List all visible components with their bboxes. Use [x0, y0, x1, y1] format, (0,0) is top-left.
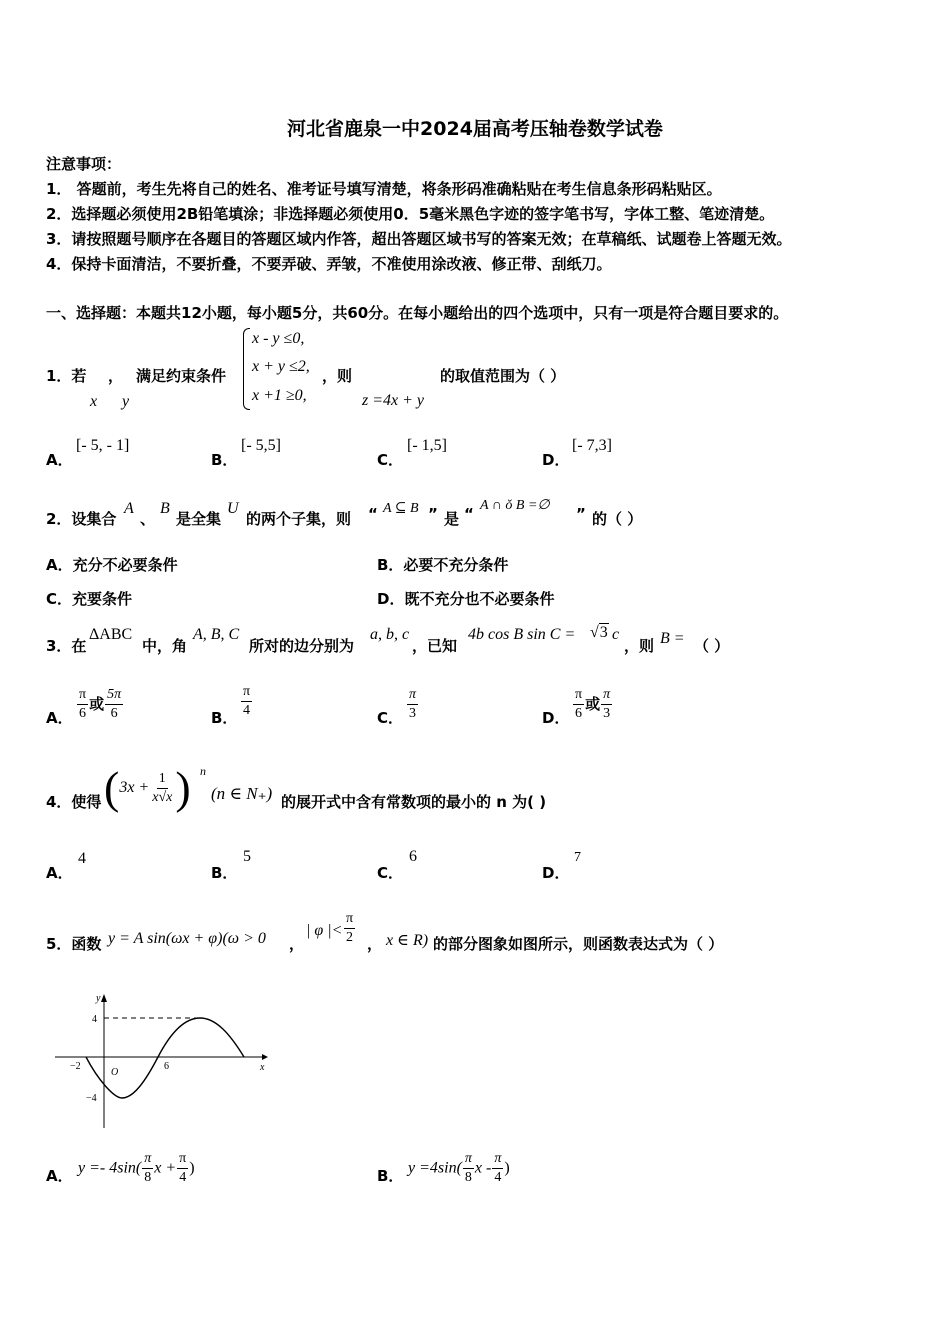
q1-text-5: 的取值范围为（ ）: [440, 367, 566, 385]
q4-expression: (3x + $\frac{1}{x√x}$ ): [104, 762, 191, 813]
graph-x-label: x: [260, 1062, 265, 1073]
q3-option-d-frac-2: $\frac{\pi}{3}$: [603, 687, 611, 721]
q4-text-2: 的展开式中含有常数项的最小的 n 为( ): [281, 793, 547, 811]
q5-comma-2: ，: [367, 935, 383, 953]
q3-text-6: （ ）: [694, 637, 730, 655]
q5-option-b[interactable]: y =4sin( $\frac{\pi}{8}$ x - $\frac{\pi}{4}$ ): [408, 1151, 510, 1185]
q4-option-a-label[interactable]: A．: [46, 864, 73, 882]
graph-origin-label: O: [111, 1067, 119, 1078]
graph-tick-x-left: −2: [70, 1061, 81, 1072]
graph-x-arrow: [262, 1054, 268, 1060]
q1-text-1: 1．若: [46, 367, 87, 385]
q3-option-c-frac: $\frac{\pi}{3}$: [409, 687, 417, 721]
q1-constraint-2: x + y ≤2,: [252, 358, 310, 375]
q4-text-1: 4．使得: [46, 793, 102, 811]
graph-tick-y-min: −4: [86, 1093, 97, 1104]
notice-heading: 注意事项：: [46, 155, 122, 173]
q4-option-d-label[interactable]: D．: [542, 864, 570, 882]
q1-option-a-label[interactable]: A．: [46, 451, 73, 469]
q1-system-brace: [243, 328, 250, 410]
q3-option-d-or: 或: [585, 695, 601, 713]
q1-option-d-label[interactable]: D．: [542, 451, 570, 469]
q4-condition: (n ∈ N₊): [211, 784, 273, 803]
q4-option-c[interactable]: 6: [409, 848, 417, 865]
q4-exponent: n: [200, 764, 206, 778]
q1-var-x: x: [90, 393, 98, 410]
q3-option-a[interactable]: [76, 688, 124, 721]
q3-text-5: ，则: [624, 637, 655, 655]
q2-text-4: 是: [444, 510, 460, 528]
q3-radicand: 3: [599, 624, 608, 641]
sine-graph: [50, 990, 270, 1130]
q3-option-d-frac-1: $\frac{\pi}{6}$: [575, 687, 583, 721]
q3-option-b-label[interactable]: B．: [211, 709, 238, 727]
q2-condition-1: A ⊆ B: [383, 501, 419, 516]
q1-option-a[interactable]: [- 5, - 1]: [76, 437, 130, 454]
q1-constraint-3: x +1 ≥0,: [252, 387, 307, 404]
q2-condition-2: A ∩ ǒ B =∅: [480, 498, 550, 513]
q3-option-d[interactable]: [572, 688, 613, 721]
q2-text-2: 是全集: [176, 510, 222, 528]
q1-option-d[interactable]: [- 7,3]: [572, 437, 612, 454]
q3-option-c[interactable]: [406, 688, 419, 721]
q3-text-2: 中，角: [142, 637, 188, 655]
q2-option-d[interactable]: D．既不充分也不必要条件: [377, 590, 555, 608]
q5-domain: x ∈ R): [386, 932, 429, 949]
q5-function: y = A sin(ωx + φ)(ω > 0: [108, 930, 266, 947]
q4-option-d[interactable]: 7: [574, 850, 581, 865]
q1-text-4: ，则: [322, 367, 353, 385]
graph-y-arrow: [101, 994, 107, 1002]
q1-option-c[interactable]: [- 1,5]: [407, 437, 447, 454]
q3-option-b[interactable]: [240, 685, 253, 718]
q3-sqrt: √3: [590, 624, 608, 641]
q1-option-c-label[interactable]: C．: [377, 451, 404, 469]
q5-option-b-label[interactable]: B．: [377, 1167, 404, 1185]
q4-option-b[interactable]: 5: [243, 848, 251, 865]
q2-set-a: A: [124, 500, 134, 517]
notice-item-1: 1． 答题前，考生先将自己的姓名、准考证号填写清楚，将条形码准确粘贴在考生信息条形码粘贴区。: [46, 180, 722, 198]
q2-open-quote-2: “: [464, 505, 474, 523]
page-title: 河北省鹿泉一中2024届高考压轴卷数学试卷: [287, 118, 663, 140]
q3-option-b-frac: $\frac{\pi}{4}$: [243, 684, 251, 718]
q4-option-c-label[interactable]: C．: [377, 864, 404, 882]
q5-option-a[interactable]: y =- 4sin( $\frac{\pi}{8}$ x + $\frac{\pi}{4}$ ): [78, 1151, 195, 1185]
q2-option-a[interactable]: A．充分不必要条件: [46, 556, 178, 574]
q1-constraint-1: x - y ≤0,: [252, 330, 305, 347]
q3-angle-b: B =: [660, 630, 685, 647]
q3-sides: a, b, c: [370, 626, 410, 643]
q3-equation: 4b cos B sin C =: [468, 626, 576, 643]
q2-text-3: 的两个子集，则: [246, 510, 352, 528]
q2-text-5: 的（ ）: [592, 510, 643, 528]
notice-item-4: 4．保持卡面清洁，不要折叠，不要弄破、弄皱，不准使用涂改液、修正带、刮纸刀。: [46, 255, 612, 273]
q3-text-3: 所对的边分别为: [249, 637, 355, 655]
q1-option-b[interactable]: [- 5,5]: [241, 437, 281, 454]
q3-text-4: ，已知: [412, 637, 458, 655]
q2-close-quote-2: ”: [576, 505, 586, 523]
notice-item-2: 2．选择题必须使用2B铅笔填涂；非选择题必须使用0．5毫米黑色字迹的签字笔书写，字体工整、笔迹清楚。: [46, 205, 775, 223]
q5-comma: ，: [289, 935, 305, 953]
q3-text-1: 3．在: [46, 637, 87, 655]
graph-tick-x-mid: 6: [164, 1061, 169, 1072]
q5-phi-frac: $\frac{\pi}{2}$: [346, 911, 354, 945]
q2-close-quote-1: ”: [428, 505, 438, 523]
q3-option-a-frac-1: $\frac{\pi}{6}$: [79, 687, 87, 721]
q3-option-c-label[interactable]: C．: [377, 709, 404, 727]
q3-angles: A, B, C: [193, 626, 240, 643]
q2-separator: 、: [140, 510, 156, 528]
q3-option-d-label[interactable]: D．: [542, 709, 570, 727]
q4-expr-term: 3x +: [119, 779, 150, 796]
q2-universal-set: U: [227, 500, 239, 517]
q3-option-a-or: 或: [89, 695, 105, 713]
q2-open-quote-1: “: [368, 505, 378, 523]
q5-phi-bound: | φ |<: [306, 922, 343, 939]
q5-text-2: 的部分图象如图所示，则函数表达式为（ ）: [433, 935, 724, 953]
q3-triangle: ΔABC: [89, 626, 133, 643]
q2-option-c[interactable]: C．充要条件: [46, 590, 133, 608]
q1-text-3: 满足约束条件: [136, 367, 227, 385]
q3-option-a-frac-2: $\frac{5\pi}{6}$: [107, 687, 122, 721]
graph-tick-y-max: 4: [92, 1014, 97, 1025]
q4-option-b-label[interactable]: B．: [211, 864, 238, 882]
graph-sine-curve: [86, 1018, 244, 1098]
q5-text-1: 5．函数: [46, 935, 102, 953]
q1-var-y: y: [122, 393, 130, 410]
q1-objective: z =4x + y: [362, 392, 425, 409]
q2-text-1: 2．设集合: [46, 510, 117, 528]
q2-option-b[interactable]: B．必要不充分条件: [377, 556, 509, 574]
q3-option-a-label[interactable]: A．: [46, 709, 73, 727]
q1-option-b-label[interactable]: B．: [211, 451, 238, 469]
graph-y-label: y: [96, 993, 101, 1004]
notice-item-3: 3．请按照题号顺序在各题目的答题区域内作答，超出答题区域书写的答案无效；在草稿纸、试题卷上答题无效。: [46, 230, 792, 248]
q1-text-2: ，: [108, 367, 124, 385]
q3-side-c: c: [612, 626, 620, 643]
section-heading: 一、选择题：本题共12小题，每小题5分，共60分。在每小题给出的四个选项中，只有一项是符合题目要求的。: [46, 304, 789, 322]
q2-set-b: B: [160, 500, 170, 517]
q5-option-a-label[interactable]: A．: [46, 1167, 73, 1185]
q4-expr-frac: $\frac{1}{x√x}$: [152, 770, 173, 805]
q4-option-a[interactable]: 4: [78, 850, 86, 867]
